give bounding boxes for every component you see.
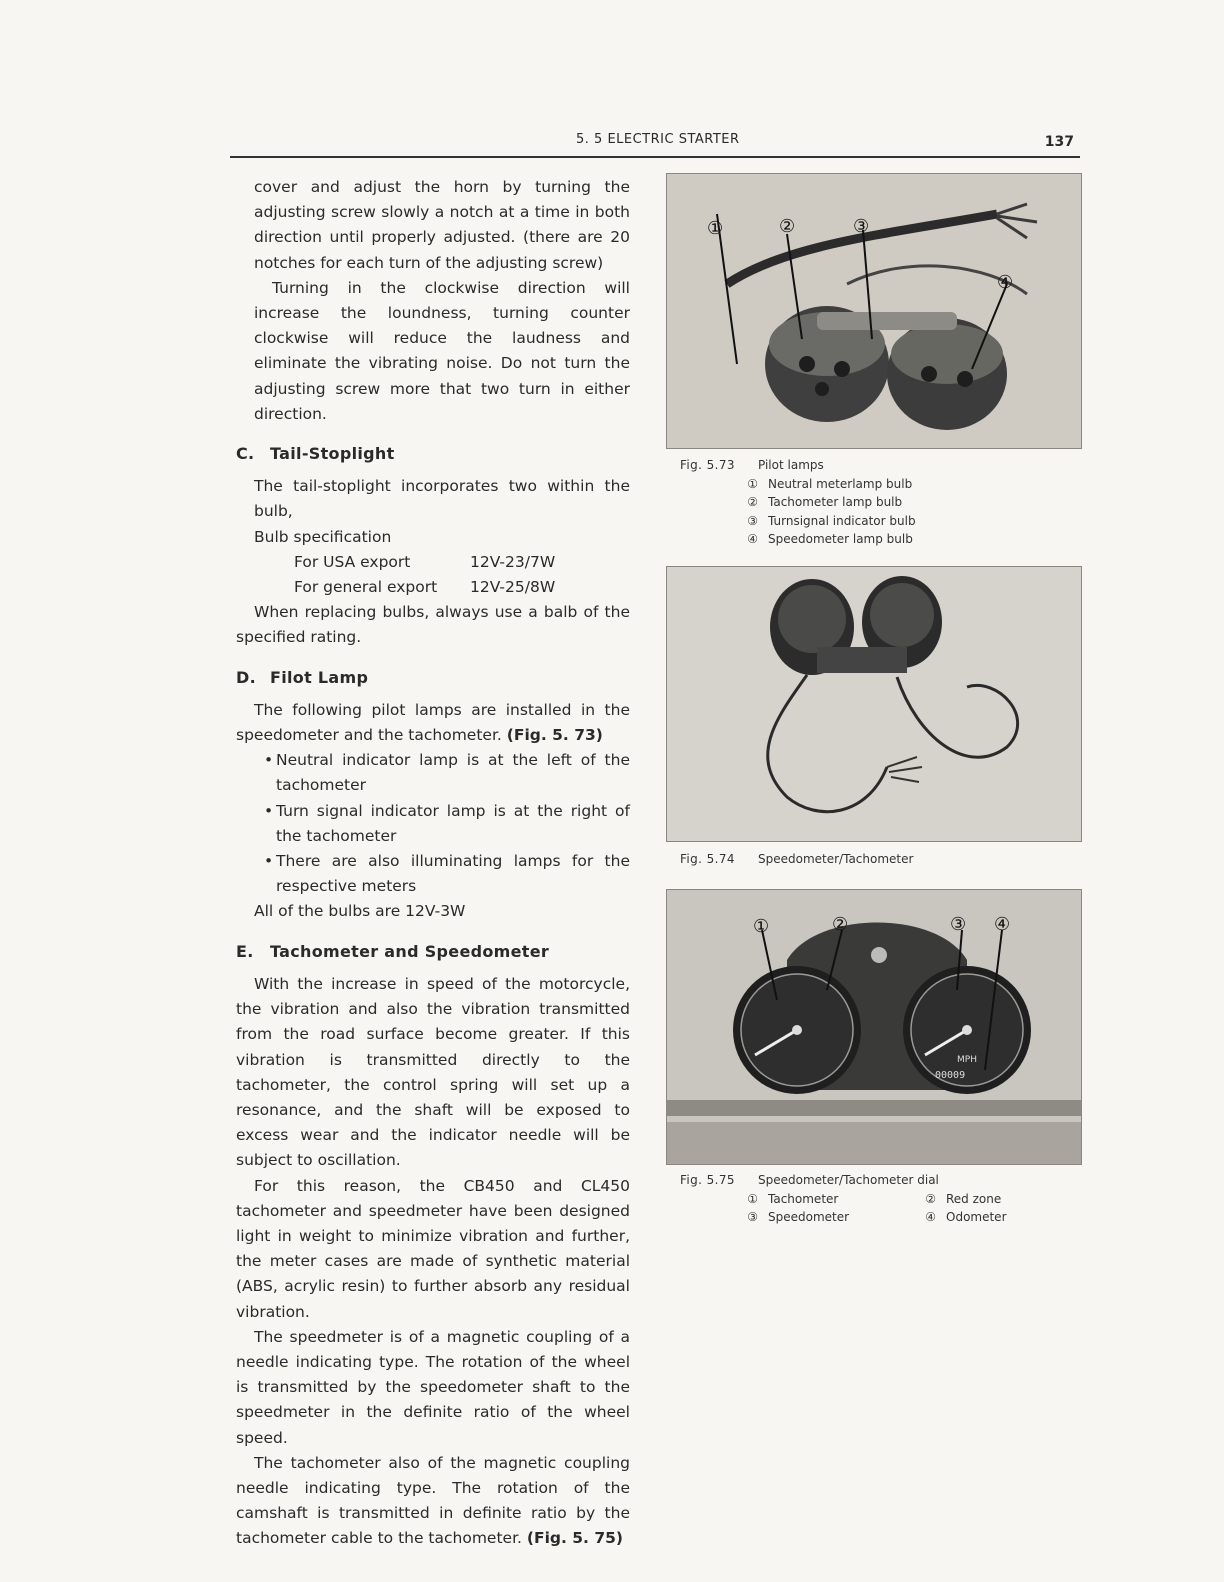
- body-text: [236, 175, 630, 1552]
- figure-5-73-caption: Fig. 5.73 Pilot lamps ① Neutral meterlamp bulb ② Tachometer lamp bulb ③ Turnsignal indicator bulb ④ Speedometer lamp bulb: [680, 458, 916, 546]
- paragraph: For this reason, the CB450 and CL450 tachometer and speedmeter have been designed light in weight to minimize vibration and further, the meter cases are made of synthetic material (ABS, acrylic resin) to further absorb any residual vibration.: [236, 1176, 630, 1321]
- spec-row: For general export 12V-25/8W: [294, 578, 556, 597]
- spec-row: For USA export 12V-23/7W: [294, 552, 556, 571]
- paragraph: The speedmeter is of a magnetic coupling of a needle indicating type. The rotation of the wheel is transmitted by the speedometer shaft to the speedmeter in the definite ratio of the wheel speed.: [236, 1327, 630, 1447]
- figure-reference: (Fig. 5. 73): [506, 726, 603, 745]
- callout-4: ④: [994, 914, 1011, 935]
- section-heading-d: D. Filot Lamp: [236, 667, 369, 687]
- paragraph: When replacing bulbs, always use a balb of the specified rating.: [236, 603, 630, 647]
- callout-1: ①: [753, 916, 770, 937]
- paragraph: Turning in the clockwise direction will increase the loundness, turning counter clockwise will reduce the laudness and eliminate the vibrating noise. Do not turn the adjusting screw more that two turn in either direction.: [254, 278, 630, 423]
- paragraph: All of the bulbs are 12V-3W: [254, 902, 466, 921]
- dial-mph-label: MPH: [957, 1055, 977, 1065]
- page-number: 137: [1044, 134, 1074, 150]
- callout-1: ①: [707, 218, 724, 239]
- paragraph: The following pilot lamps are installed in the speedometer and the tachometer. (Fig. 5. 73): [236, 700, 630, 745]
- page-header: [230, 128, 1080, 158]
- list-item: • There are also illuminating lamps for the respective meters: [264, 852, 630, 896]
- paragraph: The tail-stoplight incorporates two within the bulb,: [254, 477, 630, 521]
- odometer-reading: 00009: [935, 1070, 966, 1081]
- paragraph: Bulb specification: [254, 527, 392, 546]
- callout-3: ③: [853, 216, 870, 237]
- callout-3: ③: [950, 914, 967, 935]
- figure-5-75-photo: [666, 889, 1082, 1165]
- paragraph: cover and adjust the horn by turning the adjusting screw slowly a notch at a time in both direction until properly adjusted. (there are 20 notches for each turn of the adjusting screw): [254, 178, 630, 272]
- callout-2: ②: [832, 914, 849, 935]
- callout-4: ④: [997, 272, 1014, 293]
- figure-5-73-photo: [666, 173, 1082, 449]
- figure-5-74-caption: Fig. 5.74 Speedometer/Tachometer: [680, 852, 914, 866]
- paragraph: With the increase in speed of the motorcycle, the vibration and also the vibration transmitted from the road surface become greater. If this vibration is transmitted directly to the tachometer, the control spring will set up a resonance, and the shaft will be exposed to excess wear and the indicator needle will be subject to oscillation.: [236, 974, 630, 1170]
- figure-5-75-caption: Fig. 5.75 Speedometer/Tachometer dial ① Tachometer ② Red zone ③ Speedometer ④ Odometer: [680, 1173, 1007, 1224]
- list-item: • Neutral indicator lamp is at the left of the tachometer: [264, 751, 630, 795]
- callout-2: ②: [779, 216, 796, 237]
- section-heading-c: C. Tail-Stoplight: [236, 444, 395, 464]
- list-item: • Turn signal indicator lamp is at the right of the tachometer: [264, 801, 630, 845]
- section-title: 5. 5 ELECTRIC STARTER: [576, 132, 740, 147]
- section-heading-e: E. Tachometer and Speedometer: [236, 941, 550, 961]
- paragraph: The tachometer also of the magnetic coupling needle indicating type. The rotation of the camshaft is transmitted in definite ratio by the tachometer cable to the tachometer. (Fig. 5. 75): [236, 1453, 630, 1548]
- figure-5-74-photo: [666, 566, 1082, 842]
- figure-reference: (Fig. 5. 75): [526, 1529, 623, 1548]
